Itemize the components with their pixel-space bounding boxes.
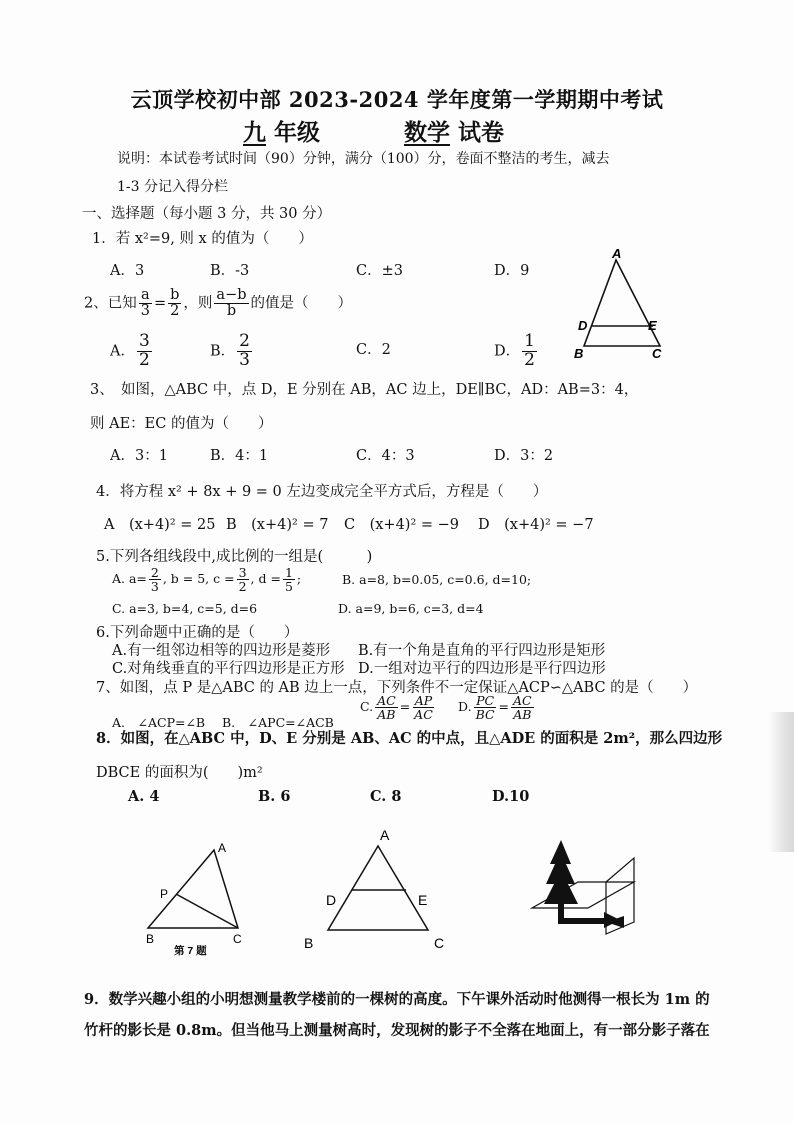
option-label: C. (360, 699, 374, 715)
ground-plane (532, 882, 634, 908)
q3-stem-line-2: 则 AE：EC 的值为（ ） (90, 416, 273, 432)
option-label: B． (210, 343, 236, 360)
subject-value: 数学 (404, 119, 450, 146)
label-d: D (326, 892, 337, 908)
q5-option-b: B. a=8, b=0.05, c=0.6, d=10; (342, 572, 532, 587)
q8-option-c: C. 8 (370, 788, 402, 805)
q9-stem-line-1: 9．数学兴趣小组的小明想测量教学楼前的一棵树的高度。下午课外活动时他测得一根长为 1m 的 (84, 991, 710, 1008)
grade-line (243, 114, 320, 147)
q2-equals: = (153, 295, 167, 312)
q8-stem-line-2: DBCE 的面积为( )m² (96, 765, 263, 781)
q8-stem-line-1: 8．如图，在△ABC 中，D、E 分别是 AB、AC 的中点，且△ADE 的面积是 2m²，那么四边形 (96, 730, 723, 747)
q7-option-b: B. ∠APC=∠ACB (222, 715, 334, 730)
frac-den: 2 (138, 349, 150, 370)
q8-option-a: A. 4 (128, 788, 160, 805)
frac-num: PC (476, 693, 495, 708)
q8-option-d: D.10 (492, 788, 530, 805)
grade-suffix: 年级 (274, 119, 321, 146)
frac-den: b (226, 303, 237, 320)
grade-value: 九 (243, 119, 266, 146)
frac-den: AB (377, 707, 396, 723)
q7-c-frac-1 (375, 694, 398, 721)
page-edge-shadow (768, 712, 794, 852)
section-heading: 一、选择题（每小题 3 分，共 30 分） (82, 206, 332, 222)
label-c: C (233, 932, 242, 946)
q5-option-d: D. a=9, b=6, c=3, d=4 (338, 601, 484, 616)
q5-option-c: C. a=3, b=4, c=5, d=6 (112, 601, 258, 616)
q1-option-b: B．-3 (210, 263, 250, 279)
q2-frac-b-over-2 (168, 288, 181, 319)
q2-then: ，则 (183, 295, 213, 312)
q2-tail: 的值是（ ） (250, 295, 352, 312)
q2-frac-amb-over-b (214, 288, 248, 319)
figure-q8-triangle (300, 824, 460, 954)
option-label: A． (110, 343, 135, 360)
q7-d-frac-1 (474, 694, 497, 721)
q2-prefix: 2、已知 (84, 295, 137, 312)
frac-den: 5 (284, 579, 293, 595)
frac-den: 3 (239, 349, 250, 370)
triangle-abc (328, 846, 428, 930)
figure-q7-triangle (140, 836, 260, 958)
q8-option-b: B. 6 (258, 788, 291, 805)
q7-d-frac-2 (511, 694, 534, 721)
tree-trunk (558, 902, 564, 924)
q6-option-c: C.对角线垂直的平行四边形是正方形 (112, 661, 345, 677)
frac-num: 1 (524, 331, 535, 351)
frac-num: AC (513, 693, 532, 708)
q3-option-b: B．4：1 (210, 448, 269, 464)
frac-num: AP (414, 693, 433, 708)
q2-a-frac (137, 333, 152, 370)
instructions-line-2: 1-3 分记入得分栏 (117, 179, 228, 195)
frac-den: 3 (140, 303, 150, 320)
q5-a-frac-c (237, 566, 249, 593)
label-b: B (574, 346, 584, 361)
frac-den: 3 (150, 579, 159, 595)
label-b: B (304, 935, 314, 951)
label-a: A (612, 246, 622, 261)
label-c: C (652, 346, 662, 361)
frac-num: 3 (238, 565, 247, 580)
frac-den: 2 (524, 349, 535, 370)
label-b: B (146, 932, 155, 946)
q9-stem-line-2: 竹杆的影长是 0.8m。但当他马上测量树高时，发现树的影子不全落在地面上，有一部分影子落在 (84, 1022, 710, 1039)
frac-den: AB (513, 707, 532, 723)
figure-q3-triangle (570, 246, 670, 364)
frac-den: BC (475, 707, 495, 723)
frac-num: AC (377, 693, 396, 708)
label-a: A (218, 841, 227, 855)
shadow-arrow (564, 912, 620, 928)
label-d: D (578, 318, 588, 333)
q7-c-frac-2 (412, 694, 435, 721)
q4-option-d: D (x+4)² = −7 (478, 517, 594, 533)
q5-a-mid: , b = 5, c = (162, 571, 235, 587)
q5-a-prefix: A. a= (112, 571, 147, 587)
q6-option-a: A.有一组邻边相等的四边形是菱形 (112, 643, 331, 659)
q1-option-c: C．±3 (356, 263, 403, 279)
exam-title: 云顶学校初中部 2023-2024 学年度第一学期期中考试 (130, 87, 664, 112)
q2-option-a (110, 333, 154, 370)
q2-option-b (210, 333, 254, 370)
tree-shape (544, 840, 578, 904)
q4-option-a: A (x+4)² = 25 (104, 517, 216, 533)
option-label: D. (458, 699, 472, 715)
figure-caption: 第 7 题 (174, 945, 207, 957)
q7-stem: 7、如图，点 P 是△ABC 的 AB 边上一点，下列条件不一定保证△ACP∽△ABC 的是（ ） (96, 680, 698, 696)
frac-num: a−b (216, 287, 247, 303)
q7-option-c (360, 694, 437, 721)
q3-stem-line-1: 3、 如图，△ABC 中，点 D，E 分别在 AB，AC 边上，DE∥BC，AD：AB=3：4， (90, 382, 639, 398)
frac-den: AC (414, 707, 433, 723)
frac-den: 2 (170, 303, 180, 320)
q2-option-c: C．2 (356, 342, 391, 358)
label-c: C (434, 935, 445, 951)
q2-d-frac (522, 333, 537, 370)
equals: = (399, 699, 411, 715)
subject-line (404, 114, 504, 147)
equals: = (498, 699, 510, 715)
q1-option-a: A．3 (110, 263, 145, 279)
q2-frac-a-over-3 (139, 288, 152, 319)
figure-q9-tree-shadow (524, 830, 648, 942)
q5-option-a (112, 566, 301, 593)
label-e: E (648, 318, 657, 333)
frac-num: 1 (284, 565, 293, 580)
subject-suffix: 试卷 (458, 119, 505, 146)
label-a: A (380, 827, 390, 843)
instructions-line-1: 说明：本试卷考试时间（90）分钟，满分（100）分，卷面不整洁的考生，减去 (117, 151, 610, 167)
option-label: D． (494, 343, 521, 360)
label-e: E (418, 892, 428, 908)
q7-option-a: A. ∠ACP=∠B (112, 715, 206, 730)
q4-option-b: B (x+4)² = 7 (226, 517, 329, 533)
q5-a-frac-d (283, 566, 295, 593)
q1-option-d: D．9 (494, 263, 530, 279)
q6-option-b: B.有一个角是直角的平行四边形是矩形 (358, 643, 606, 659)
q7-option-d (458, 694, 536, 721)
q3-option-a: A．3：1 (110, 448, 168, 464)
q1-stem: 1．若 x²=9, 则 x 的值为（ ） (92, 231, 313, 247)
q6-option-d: D.一组对边平行的四边形是平行四边形 (358, 661, 606, 677)
frac-num: 2 (150, 565, 159, 580)
triangle-abc (584, 260, 660, 346)
q3-option-d: D．3：2 (494, 448, 554, 464)
q5-stem: 5.下列各组线段中,成比例的一组是( ) (96, 549, 373, 565)
q2-stem (84, 288, 352, 319)
frac-num: 2 (239, 331, 250, 351)
frac-den: 2 (238, 579, 247, 595)
q4-stem: 4．将方程 x² + 8x + 9 = 0 左边变成完全平方式后，方程是（ ） (96, 484, 548, 500)
label-p: P (160, 887, 169, 901)
q3-option-c: C．4：3 (356, 448, 415, 464)
frac-num: b (170, 287, 180, 303)
q6-stem: 6.下列命题中正确的是（ ） (96, 625, 299, 641)
q5-a-mid2: , d = (250, 571, 281, 587)
q4-option-c: C (x+4)² = −9 (344, 517, 460, 533)
q5-a-end: ; (296, 571, 302, 587)
q2-option-d (494, 333, 539, 370)
frac-num: a (141, 287, 150, 303)
q5-a-frac-a (149, 566, 161, 593)
frac-num: 3 (138, 331, 150, 351)
q2-b-frac (237, 333, 252, 370)
